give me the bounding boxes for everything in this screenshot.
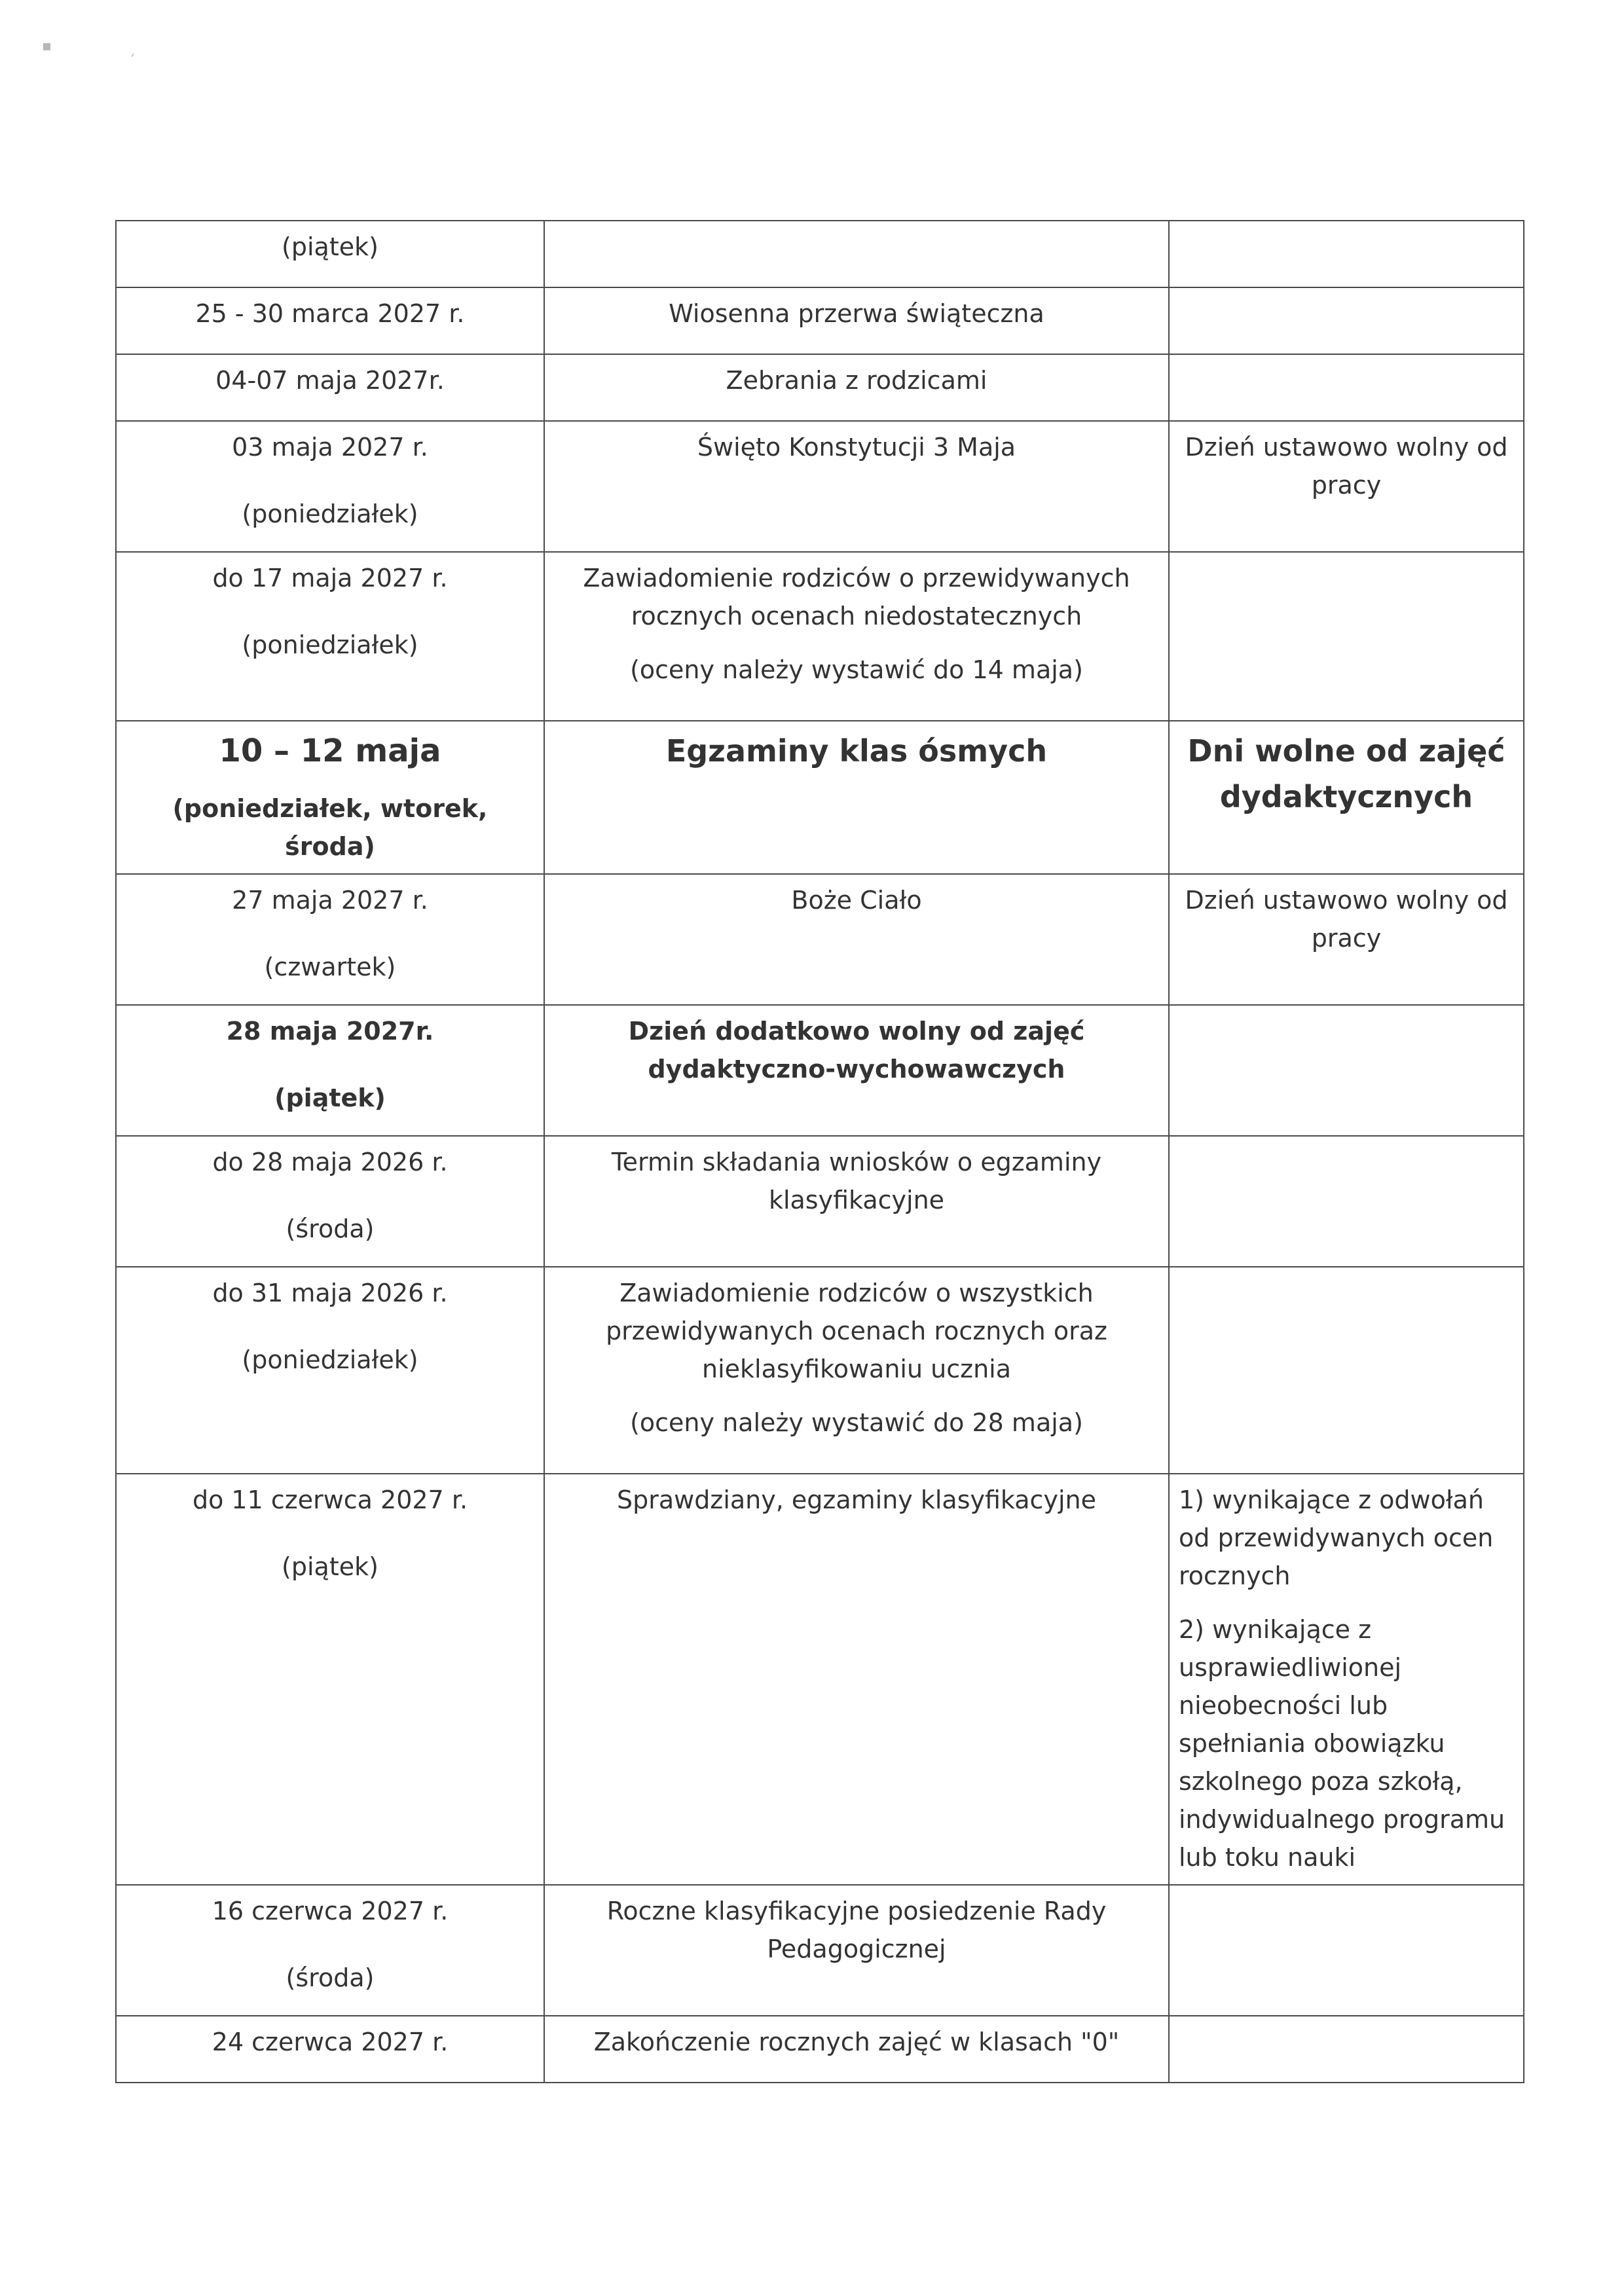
day-of-week: (poniedziałek) — [242, 1345, 418, 1374]
event-cell — [544, 221, 1169, 287]
event-cell — [544, 552, 1169, 721]
day-of-week: (poniedziałek, wtorek, środa) — [172, 794, 488, 861]
date-cell — [116, 874, 544, 1005]
day-of-week: (środa) — [286, 1963, 375, 1992]
note-cell — [1169, 1474, 1524, 1885]
date: 24 czerwca 2027 r. — [212, 2028, 449, 2056]
event-cell — [544, 721, 1169, 874]
day-of-week: (poniedziałek) — [242, 500, 418, 528]
note-text: 2) wynikające z usprawiedliwionej nieobecności lub spełniania obowiązku szkolnego poza szkołą, indywidualnego programu lub toku nauki — [1179, 1615, 1505, 1872]
note-cell — [1169, 2016, 1524, 2083]
event-text: Dzień dodatkowo wolny od zajęć dydaktyczno-wychowawczych — [628, 1017, 1085, 1084]
note-cell — [1169, 721, 1524, 874]
note-cell — [1169, 1136, 1524, 1267]
day-of-week: (czwartek) — [264, 953, 396, 981]
date: 03 maja 2027 r. — [232, 433, 428, 462]
date: do 17 maja 2027 r. — [212, 564, 448, 592]
table-row — [116, 1267, 1524, 1474]
day-of-week: (piątek) — [274, 1084, 386, 1112]
event-text: Wiosenna przerwa świąteczna — [669, 299, 1044, 328]
note-cell — [1169, 421, 1524, 552]
date: 28 maja 2027r. — [226, 1017, 434, 1046]
date: do 11 czerwca 2027 r. — [192, 1485, 468, 1514]
event-text: Termin składania wniosków o egzaminy klasyfikacyjne — [611, 1148, 1102, 1214]
note-text: 1) wynikające z odwołań od przewidywanych ocen rocznych — [1179, 1485, 1494, 1590]
event-cell — [544, 1885, 1169, 2016]
note-cell — [1169, 1005, 1524, 1136]
date-cell — [116, 1474, 544, 1885]
note-cell — [1169, 287, 1524, 354]
date-cell — [116, 354, 544, 421]
note-text: Dzień ustawowo wolny od pracy — [1185, 886, 1508, 953]
date-cell — [116, 287, 544, 354]
event-subnote: (oceny należy wystawić do 14 maja) — [630, 655, 1083, 684]
event-cell — [544, 1005, 1169, 1136]
event-cell — [544, 2016, 1169, 2083]
note-cell — [1169, 552, 1524, 721]
date-cell — [116, 1267, 544, 1474]
note-text: Dzień ustawowo wolny od pracy — [1185, 433, 1508, 500]
event-cell — [544, 874, 1169, 1005]
school-calendar-table — [115, 220, 1524, 2083]
table-row — [116, 354, 1524, 421]
date: do 28 maja 2026 r. — [212, 1148, 448, 1176]
event-text: Święto Konstytucji 3 Maja — [697, 433, 1016, 462]
table-row — [116, 2016, 1524, 2083]
event-text: Zawiadomienie rodziców o przewidywanych rocznych ocenach niedostatecznych — [583, 564, 1130, 630]
date: 27 maja 2027 r. — [232, 886, 428, 915]
note-cell — [1169, 354, 1524, 421]
date: do 31 maja 2026 r. — [212, 1279, 448, 1307]
event-cell — [544, 1136, 1169, 1267]
event-cell — [544, 1474, 1169, 1885]
note-cell — [1169, 221, 1524, 287]
day-of-week: (piątek) — [282, 232, 378, 261]
date-cell — [116, 721, 544, 874]
event-text: Zawiadomienie rodziców o wszystkich przewidywanych ocenach rocznych oraz nieklasyfikowaniu ucznia — [606, 1279, 1107, 1383]
date: 16 czerwca 2027 r. — [212, 1897, 449, 1925]
table-row — [116, 421, 1524, 552]
day-of-week: (piątek) — [282, 1552, 378, 1581]
event-text: Roczne klasyfikacyjne posiedzenie Rady Pedagogicznej — [606, 1897, 1107, 1963]
day-of-week: (poniedziałek) — [242, 630, 418, 659]
event-text: Boże Ciało — [791, 886, 922, 915]
table-row — [116, 721, 1524, 874]
event-text: Zebrania z rodzicami — [726, 366, 987, 395]
scan-speck: ˏ — [128, 41, 136, 57]
event-text: Zakończenie rocznych zajęć w klasach "0" — [593, 2028, 1120, 2056]
event-cell — [544, 1267, 1169, 1474]
note-cell — [1169, 1267, 1524, 1474]
event-cell — [544, 287, 1169, 354]
note-cell — [1169, 1885, 1524, 2016]
table-row — [116, 1136, 1524, 1267]
date-cell — [116, 421, 544, 552]
event-text: Egzaminy klas ósmych — [665, 733, 1048, 769]
date-cell — [116, 1136, 544, 1267]
day-of-week: (środa) — [286, 1214, 375, 1243]
table-row — [116, 1885, 1524, 2016]
date-cell — [116, 1885, 544, 2016]
date-cell — [116, 2016, 544, 2083]
event-text: Sprawdziany, egzaminy klasyfikacyjne — [617, 1485, 1096, 1514]
scan-speck: ▪ — [42, 38, 52, 54]
date-cell — [116, 552, 544, 721]
date-cell — [116, 221, 544, 287]
table-row — [116, 874, 1524, 1005]
date: 25 - 30 marca 2027 r. — [195, 299, 465, 328]
note-cell — [1169, 874, 1524, 1005]
table-row — [116, 221, 1524, 287]
date-cell — [116, 1005, 544, 1136]
note-text: Dni wolne od zajęć dydaktycznych — [1187, 733, 1505, 814]
table-row — [116, 1005, 1524, 1136]
date: 10 – 12 maja — [219, 733, 441, 769]
event-subnote: (oceny należy wystawić do 28 maja) — [630, 1408, 1083, 1437]
table-row — [116, 1474, 1524, 1885]
table-row — [116, 552, 1524, 721]
event-cell — [544, 421, 1169, 552]
date: 04-07 maja 2027r. — [215, 366, 445, 395]
table-row — [116, 287, 1524, 354]
event-cell — [544, 354, 1169, 421]
